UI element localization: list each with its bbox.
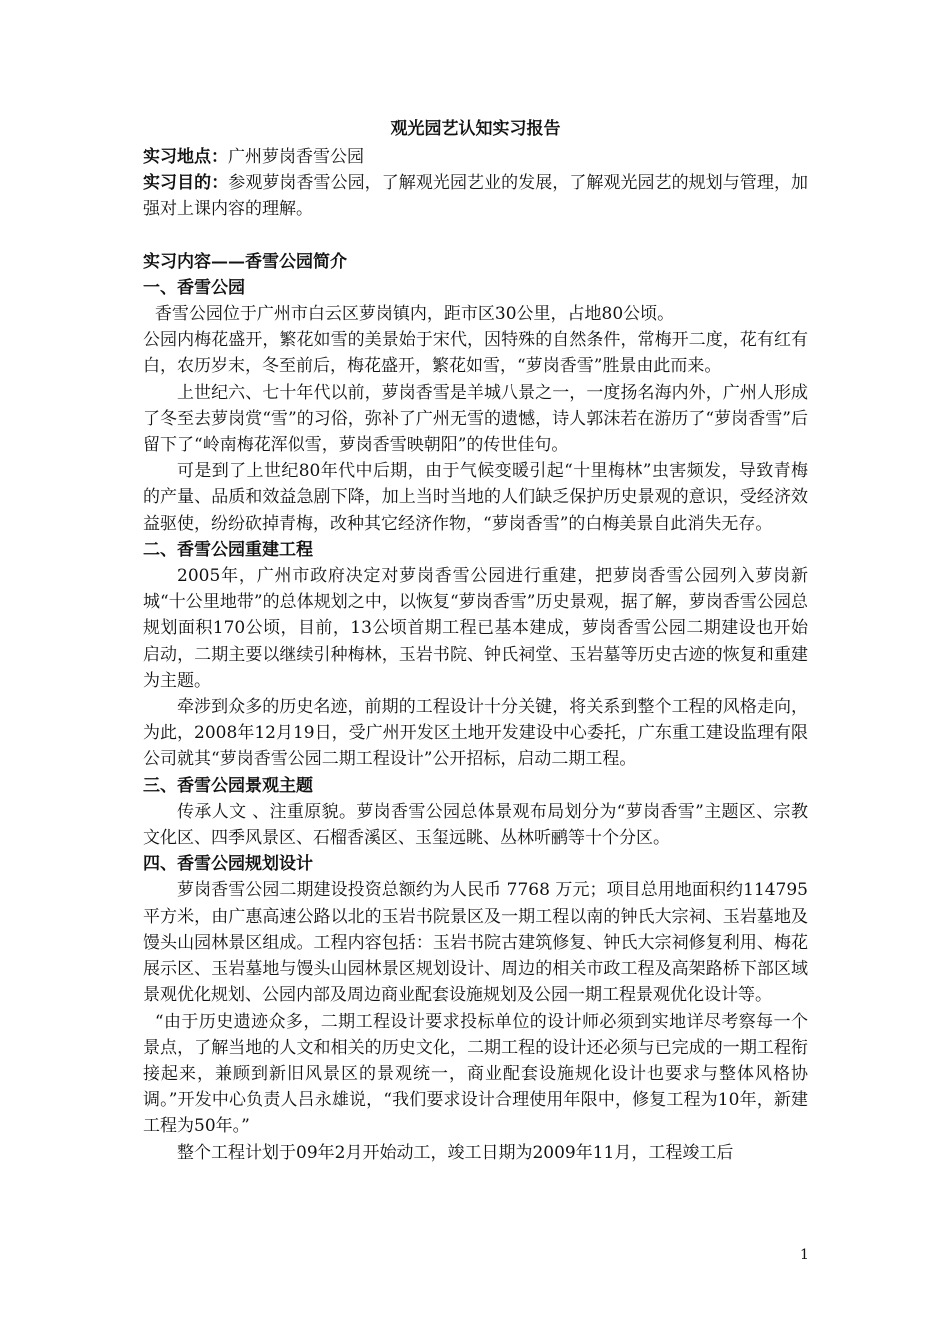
document-title: 观光园艺认知实习报告	[390, 119, 561, 139]
content-heading: 实习内容——香雪公园简介	[143, 251, 347, 272]
paragraph: 传承人文 、注重原貌。萝岗香雪公园总体景观布局划分为“萝岗香雪”主题区、宗教文化区、四季风景区、石榴香溪区、玉玺远眺、丛林听鹂等十个分区。	[143, 801, 808, 849]
purpose-label: 实习目的：	[143, 173, 229, 194]
purpose-line	[143, 170, 808, 222]
spacer	[143, 223, 808, 249]
page-number: 1	[800, 1247, 809, 1263]
section-heading: 四、香雪公园规划设计	[143, 854, 313, 875]
section-heading: 二、香雪公园重建工程	[143, 539, 313, 560]
paragraph: 香雪公园位于广州市白云区萝岗镇内，距市区30公里，占地80公顷。	[154, 304, 675, 325]
location-label: 实习地点：	[143, 147, 228, 167]
section-heading: 三、香雪公园景观主题	[143, 775, 313, 796]
paragraph: 整个工程计划于09年2月开始动工，竣工日期为2009年11月，工程竣工后	[177, 1142, 734, 1163]
paragraph: 牵涉到众多的历史名迹，前期的工程设计十分关键，将关系到整个工程的风格走向，为此，2008年12月19日，受广州开发区土地开发建设中心委托，广东重工建设监理有限公司就其“萝岗香雪公园二期工程设计”公开招标，启动二期工程。	[143, 697, 808, 770]
paragraph: 2005年，广州市政府决定对萝岗香雪公园进行重建，把萝岗香雪公园列入萝岗新城“十公里地带”的总体规划之中，以恢复“萝岗香雪”历史景观，据了解，萝岗香雪公园总规划面积170公顷，目前，13公顷首期工程已基本建成，萝岗香雪公园二期建设也开始启动，二期主要以继续引种梅林，玉岩书院、钟氏祠堂、玉岩墓等历史古迹的恢复和重建为主题。	[143, 566, 808, 691]
paragraph: 萝岗香雪公园二期建设投资总额约为人民币 7768 万元；项目总用地面积约114795平方米，由广惠高速公路以北的玉岩书院景区及一期工程以南的钟氏大宗祠、玉岩墓地及馒头山园林景区组成。工程内容包括：玉岩书院古建筑修复、钟氏大宗祠修复利用、梅花展示区、玉岩墓地与馒头山园林景区规划设计、周边的相关市政工程及高架路桥下部区域景观优化规划、公园内部及周边商业配套设施规划及公园一期工程景观优化设计等。	[143, 880, 808, 1006]
paragraph: 公园内梅花盛开，繁花如雪的美景始于宋代，因特殊的自然条件，常梅开二度，花有红有白，农历岁末，冬至前后，梅花盛开，繁花如雪，“萝岗香雪”胜景由此而来。	[143, 330, 808, 377]
location-value: 广州萝岗香雪公园	[228, 147, 364, 167]
purpose-value: 参观萝岗香雪公园，了解观光园艺业的发展，了解观光园艺的规划与管理，加强对上课内容的理解。	[143, 173, 809, 220]
document-page	[143, 116, 808, 1166]
location-line	[143, 144, 808, 170]
paragraph: “由于历史遗迹众多，二期工程设计要求投标单位的设计师必须到实地详尽考察每一个景点，了解当地的人文和相关的历史文化，二期工程的设计还必须与已完成的一期工程衔接起来，兼顾到新旧风景区的景观统一，商业配套设施规化设计也要求与整体风格协调。”开发中心负责人吕永雄说，“我们要求设计合理使用年限中，修复工程为10年，新建工程为50年。”	[143, 1011, 808, 1137]
section-heading: 一、香雪公园	[143, 277, 245, 298]
paragraph: 可是到了上世纪80年代中后期，由于气候变暖引起“十里梅林”虫害频发，导致青梅的产量、品质和效益急剧下降，加上当时当地的人们缺乏保护历史景观的意识，受经济效益驱使，纷纷砍掉青梅，改种其它经济作物，“萝岗香雪”的白梅美景自此消失无存。	[143, 461, 808, 534]
paragraph: 上世纪六、七十年代以前，萝岗香雪是羊城八景之一，一度扬名海内外，广州人形成了冬至去萝岗赏“雪”的习俗，弥补了广州无雪的遗憾，诗人郭沫若在游历了“萝岗香雪”后留下了“岭南梅花浑似雪，萝岗香雪映朝阳”的传世佳句。	[143, 382, 808, 456]
